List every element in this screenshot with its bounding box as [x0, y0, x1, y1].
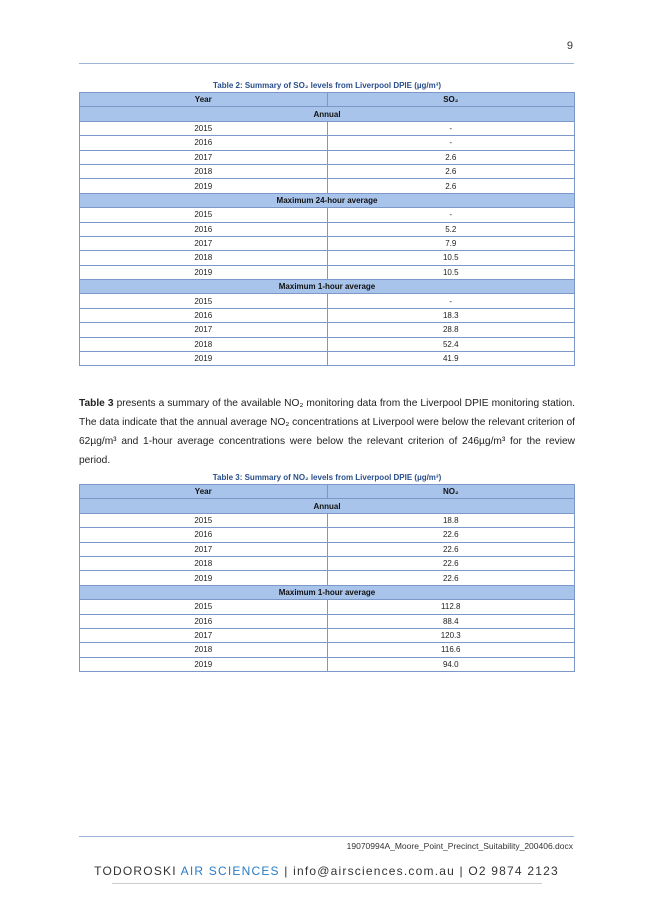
section-header-row	[80, 499, 575, 513]
table-row	[80, 542, 575, 556]
value-cell: 120.3	[327, 628, 575, 642]
value-cell: 116.6	[327, 643, 575, 657]
table-row	[80, 352, 575, 366]
section-header-row	[80, 107, 575, 121]
table-2-body	[80, 107, 575, 366]
value-cell: 88.4	[327, 614, 575, 628]
value-cell: -	[327, 208, 575, 222]
brand-name: TODOROSKI	[94, 864, 177, 878]
table-row	[80, 571, 575, 585]
table-row	[80, 657, 575, 671]
table-3	[79, 472, 575, 672]
table-row	[80, 556, 575, 570]
value-cell: 2.6	[327, 164, 575, 178]
section-header-row	[80, 280, 575, 294]
value-cell: 22.6	[327, 542, 575, 556]
year-cell: 2019	[80, 352, 328, 366]
table-3-header-row	[80, 485, 575, 499]
year-cell: 2019	[80, 179, 328, 193]
value-cell: 22.6	[327, 528, 575, 542]
value-cell: 18.3	[327, 308, 575, 322]
table-row	[80, 208, 575, 222]
body-paragraph	[79, 394, 575, 470]
table-row	[80, 628, 575, 642]
year-cell: 2017	[80, 628, 328, 642]
table-row	[80, 164, 575, 178]
value-cell: 2.6	[327, 179, 575, 193]
value-cell: 41.9	[327, 352, 575, 366]
table-2-col-value: SO₂	[327, 93, 575, 107]
table-row	[80, 600, 575, 614]
year-cell: 2017	[80, 236, 328, 250]
table-row	[80, 222, 575, 236]
year-cell: 2019	[80, 265, 328, 279]
brand-contact: | info@airsciences.com.au | O2 9874 2123	[284, 864, 559, 878]
value-cell: 52.4	[327, 337, 575, 351]
year-cell: 2018	[80, 251, 328, 265]
year-cell: 2016	[80, 528, 328, 542]
year-cell: 2016	[80, 136, 328, 150]
value-cell: 28.8	[327, 323, 575, 337]
section-title: Annual	[80, 107, 575, 121]
table-2-col-year: Year	[80, 93, 328, 107]
year-cell: 2019	[80, 657, 328, 671]
table-row	[80, 323, 575, 337]
year-cell: 2015	[80, 294, 328, 308]
value-cell: 22.6	[327, 571, 575, 585]
year-cell: 2016	[80, 222, 328, 236]
table-row	[80, 265, 575, 279]
paragraph-text: presents a summary of the available NO₂ monitoring data from the Liverpool DPIE monitoring station. The data indicate that the annual average NO₂ concentrations at Liverpool were below the relevant criterion of 62µg/m³ and 1-hour average concentrations were below the relevant criterion of 246µg/m³ for the review period.	[79, 398, 575, 466]
year-cell: 2015	[80, 513, 328, 527]
table-row	[80, 294, 575, 308]
section-title: Maximum 1-hour average	[80, 585, 575, 599]
section-header-row	[80, 193, 575, 207]
table-row	[80, 136, 575, 150]
table-3-col-year: Year	[80, 485, 328, 499]
value-cell: 112.8	[327, 600, 575, 614]
table-row	[80, 251, 575, 265]
table-row	[80, 513, 575, 527]
year-cell: 2019	[80, 571, 328, 585]
table-reference: Table 3	[79, 398, 114, 409]
year-cell: 2015	[80, 121, 328, 135]
year-cell: 2018	[80, 556, 328, 570]
footer-brand	[0, 864, 653, 878]
footer-filename: 19070994A_Moore_Point_Precinct_Suitability_200406.docx	[346, 841, 573, 851]
table-row	[80, 121, 575, 135]
value-cell: 5.2	[327, 222, 575, 236]
brand-underline	[112, 883, 542, 884]
value-cell: 10.5	[327, 265, 575, 279]
section-title: Maximum 1-hour average	[80, 280, 575, 294]
table-row	[80, 236, 575, 250]
table-2	[79, 80, 575, 366]
table-row	[80, 179, 575, 193]
year-cell: 2017	[80, 323, 328, 337]
value-cell: 2.6	[327, 150, 575, 164]
year-cell: 2017	[80, 150, 328, 164]
section-header-row	[80, 585, 575, 599]
table-row	[80, 528, 575, 542]
value-cell: 22.6	[327, 556, 575, 570]
footer-rule	[79, 836, 574, 837]
table-3-grid	[79, 484, 575, 672]
value-cell: 10.5	[327, 251, 575, 265]
value-cell: 18.8	[327, 513, 575, 527]
year-cell: 2015	[80, 600, 328, 614]
year-cell: 2016	[80, 308, 328, 322]
value-cell: -	[327, 294, 575, 308]
value-cell: 7.9	[327, 236, 575, 250]
brand-accent: AIR SCIENCES	[180, 864, 280, 878]
section-title: Annual	[80, 499, 575, 513]
year-cell: 2018	[80, 164, 328, 178]
header-rule	[79, 63, 574, 64]
page-number: 9	[566, 40, 573, 52]
year-cell: 2015	[80, 208, 328, 222]
year-cell: 2018	[80, 643, 328, 657]
table-row	[80, 337, 575, 351]
table-row	[80, 308, 575, 322]
year-cell: 2017	[80, 542, 328, 556]
table-3-caption: Table 3: Summary of NO₂ levels from Liverpool DPIE (µg/m³)	[212, 473, 442, 482]
year-cell: 2016	[80, 614, 328, 628]
section-title: Maximum 24-hour average	[80, 193, 575, 207]
table-row	[80, 643, 575, 657]
table-2-header-row	[80, 93, 575, 107]
value-cell: 94.0	[327, 657, 575, 671]
table-3-col-value: NO₂	[327, 485, 575, 499]
year-cell: 2018	[80, 337, 328, 351]
table-row	[80, 614, 575, 628]
table-row	[80, 150, 575, 164]
table-2-grid	[79, 92, 575, 366]
value-cell: -	[327, 121, 575, 135]
table-3-body	[80, 499, 575, 672]
value-cell: -	[327, 136, 575, 150]
table-2-caption: Table 2: Summary of SO₂ levels from Liverpool DPIE (µg/m³)	[212, 81, 442, 90]
